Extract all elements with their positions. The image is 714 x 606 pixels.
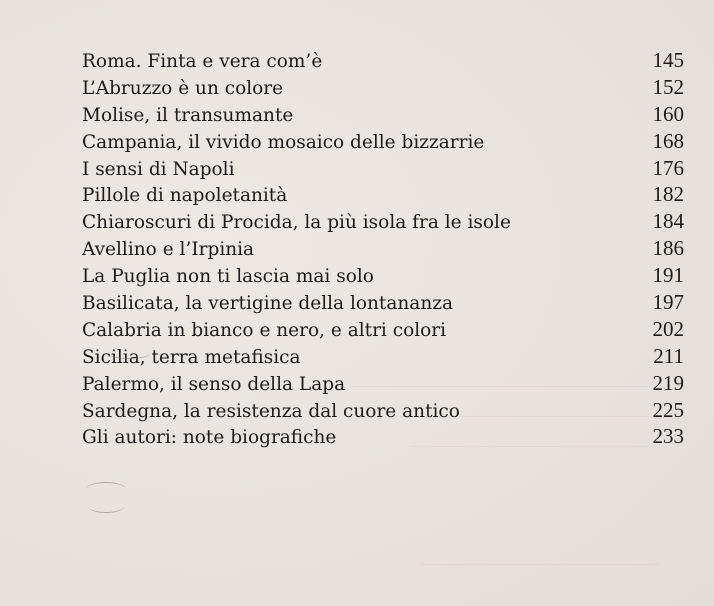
toc-entry-title: Gli autori: note biografiche	[82, 427, 337, 449]
toc-entry	[82, 128, 684, 155]
pencil-mark	[108, 348, 150, 359]
toc-entry	[82, 101, 684, 128]
toc-entry-title: Palermo, il senso della Lapa	[82, 373, 346, 395]
toc-entry-page: 202	[652, 316, 684, 341]
toc-entry-title: Sicilia, terra metafisica	[82, 346, 301, 368]
toc-entry-title: Pillole di napoletanità	[82, 185, 288, 207]
pencil-mark	[86, 482, 126, 497]
toc-entry	[82, 423, 684, 450]
toc-entry	[82, 74, 684, 101]
toc-entry-title: L’Abruzzo è un colore	[82, 77, 284, 99]
toc-entry-page: 191	[652, 263, 684, 288]
toc-entry-title: Chiaroscuri di Procida, la più isola fra le isole	[82, 212, 511, 234]
toc-entry-title: Sardegna, la resistenza dal cuore antico	[82, 400, 460, 422]
pencil-mark	[88, 500, 124, 513]
toc-entry-page: 152	[652, 74, 684, 99]
toc-entry-title: Roma. Finta e vera com’è	[82, 51, 323, 72]
toc-entry-page: 184	[652, 209, 684, 234]
toc-entry-page: 219	[652, 370, 684, 395]
toc-entry-page: 176	[652, 155, 684, 180]
toc-entry	[82, 397, 684, 424]
toc-entry-title: Basilicata, la vertigine della lontananza	[82, 293, 454, 315]
toc-entry	[82, 316, 684, 343]
toc-entry-page: 182	[652, 182, 684, 207]
toc-entry	[82, 208, 684, 235]
toc-entry-title: Molise, il transumante	[82, 104, 294, 126]
toc-entry-page: 145	[652, 48, 684, 72]
toc-entry-title: I sensi di Napoli	[82, 158, 235, 180]
toc-entry	[82, 370, 684, 397]
toc-entry-page: 233	[652, 424, 684, 449]
toc-entry	[82, 155, 684, 182]
toc-entry-page: 211	[653, 343, 684, 368]
show-through-line	[420, 540, 660, 565]
toc-entry	[82, 343, 684, 370]
toc-entry-page: 160	[652, 101, 684, 126]
toc-entry-title: Campania, il vivido mosaico delle bizzarrie	[82, 131, 485, 153]
toc-entry	[82, 262, 684, 289]
toc-entry-title: Avellino e l’Irpinia	[82, 239, 255, 261]
toc-entry-title: Calabria in bianco e nero, e altri colori	[82, 319, 447, 341]
toc-entry-page: 197	[652, 290, 684, 315]
toc-entry-title: La Puglia non ti lascia mai solo	[82, 266, 374, 288]
toc-entry	[82, 289, 684, 316]
toc-entry-page: 186	[652, 236, 684, 261]
toc-entry-page: 225	[652, 397, 684, 422]
toc-entry	[82, 181, 684, 208]
table-of-contents	[82, 47, 684, 450]
toc-entry-page: 168	[652, 128, 684, 153]
toc-entry	[82, 235, 684, 262]
toc-entry	[82, 47, 684, 74]
